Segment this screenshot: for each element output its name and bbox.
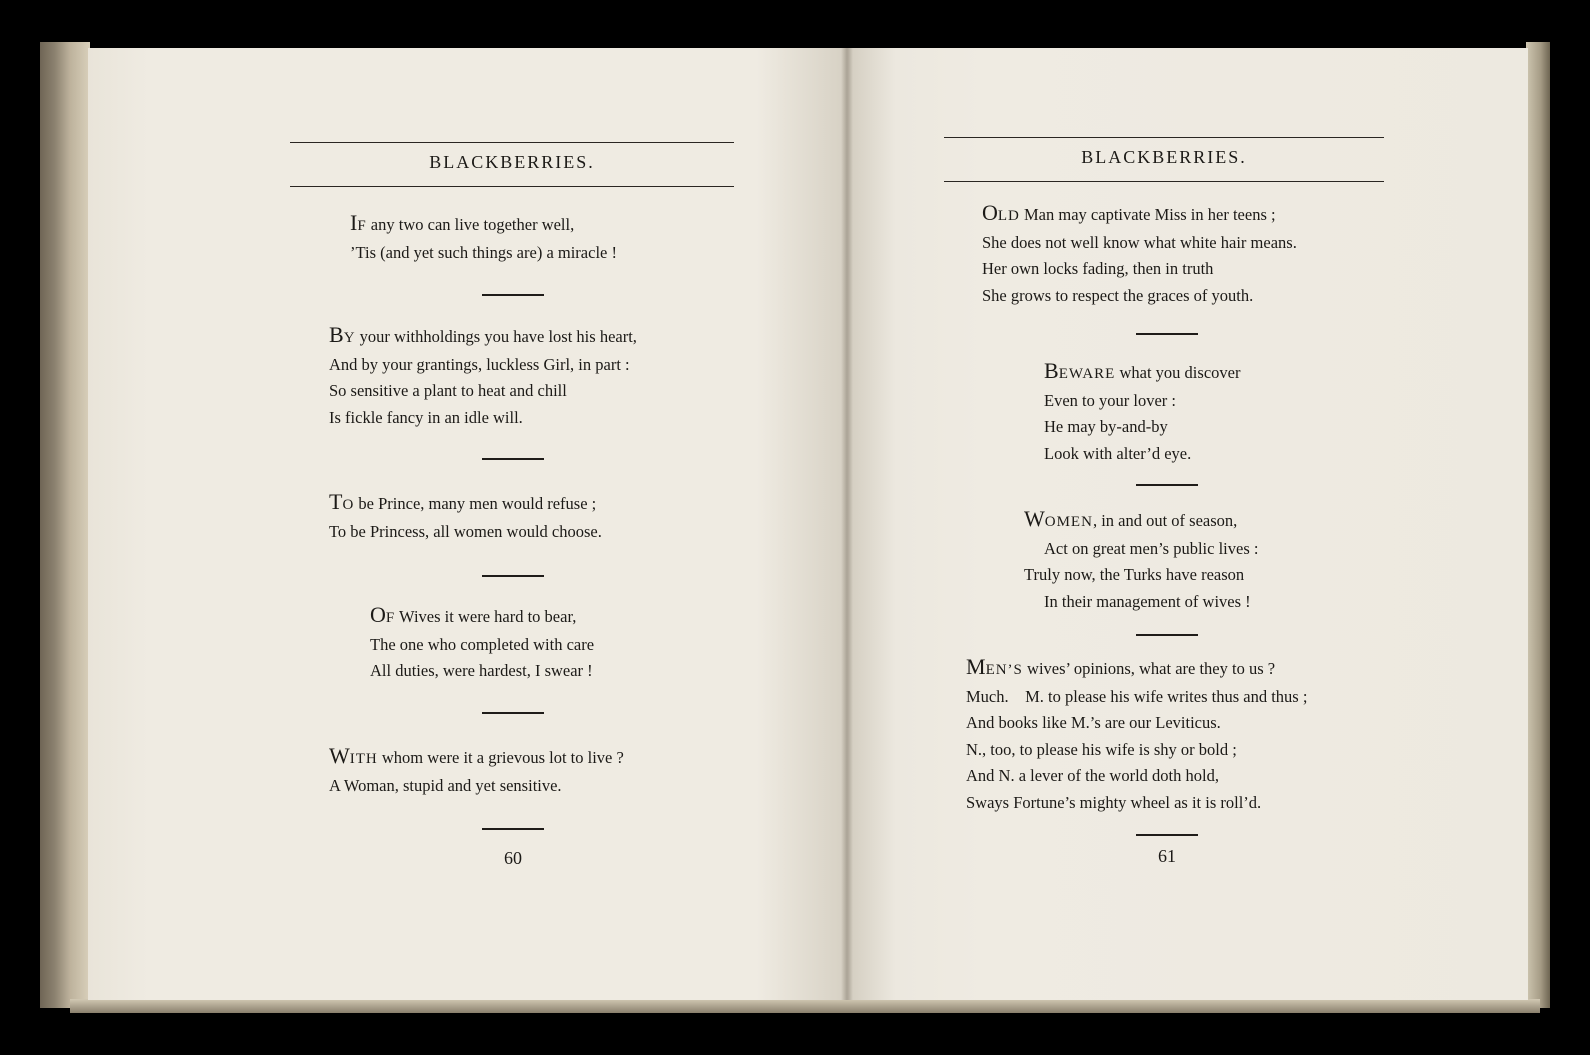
open-book	[40, 38, 1550, 1013]
verse-line: And N. a lever of the world doth hold,	[966, 766, 1219, 785]
section-divider	[482, 458, 544, 460]
section-divider	[1136, 333, 1198, 335]
verse-line: Truly now, the Turks have reason	[1024, 565, 1245, 584]
verse-line: All duties, were hardest, I swear !	[370, 661, 593, 680]
stanza	[1024, 506, 1258, 615]
verse-line: And books like M.’s are our Leviticus.	[966, 713, 1221, 732]
verse-line: OLD Man may captivate Miss in her teens ;	[982, 200, 1276, 225]
verse-line: Even to your lover :	[1044, 390, 1176, 410]
page-number: 60	[504, 848, 522, 868]
verse-line: WOMEN, in and out of season,	[1024, 506, 1238, 531]
page-edges-right	[1526, 42, 1550, 1008]
section-divider	[482, 575, 544, 577]
verse-line: BEWARE what you discover	[1044, 358, 1241, 383]
section-divider	[1136, 484, 1198, 486]
verse-line: Is fickle fancy in an idle will.	[329, 407, 523, 427]
header-rule-bottom	[944, 181, 1384, 182]
verse-line: In their management of wives !	[1044, 591, 1251, 611]
stanza	[350, 210, 617, 266]
verse-line: The one who completed with care	[370, 634, 595, 654]
verse-line: A Woman, stupid and yet sensitive.	[329, 775, 562, 795]
verse-line: And by your grantings, luckless Girl, in part :	[329, 354, 630, 374]
page-number: 61	[1158, 846, 1176, 866]
verse-line: Sways Fortune’s mighty wheel as it is roll’d.	[966, 792, 1262, 812]
verse-line: WITH whom were it a grievous lot to live ?	[329, 743, 624, 768]
verse-line: IF any two can live together well,	[350, 210, 575, 235]
left-page	[88, 48, 848, 1000]
header-rule-top	[944, 137, 1384, 138]
stanza	[329, 743, 624, 799]
page-edges-bottom	[70, 999, 1540, 1013]
stanza	[329, 322, 637, 431]
verse-line: Look with alter’d eye.	[1044, 443, 1192, 463]
right-page	[848, 48, 1528, 1000]
stanza	[1044, 358, 1240, 467]
section-divider	[482, 712, 544, 714]
stanza	[329, 489, 602, 545]
header-rule-bottom	[290, 186, 734, 187]
section-divider	[1136, 834, 1198, 836]
section-divider	[482, 828, 544, 830]
stanza	[370, 602, 594, 685]
verse-line: Her own locks fading, then in truth	[982, 259, 1214, 278]
verse-line: N., too, to please his wife is shy or bold ;	[966, 739, 1237, 759]
verse-line: MEN’S wives’ opinions, what are they to us ?	[966, 654, 1276, 679]
running-head: BLACKBERRIES.	[1081, 147, 1247, 167]
header-rule-top	[290, 142, 734, 143]
verse-line: BY your withholdings you have lost his heart,	[329, 322, 637, 347]
verse-line: So sensitive a plant to heat and chill	[329, 381, 567, 400]
verse-line: Much. M. to please his wife writes thus and thus ;	[966, 686, 1308, 706]
running-head: BLACKBERRIES.	[429, 152, 595, 172]
verse-line: TO be Prince, many men would refuse ;	[329, 489, 597, 514]
verse-line: To be Princess, all women would choose.	[329, 521, 602, 541]
verse-line: OF Wives it were hard to bear,	[370, 602, 577, 627]
page-edges-left	[40, 42, 90, 1008]
stanza	[966, 654, 1307, 816]
book-gutter	[841, 48, 853, 1000]
verse-line: He may by-and-by	[1044, 417, 1168, 436]
verse-line: She does not well know what white hair means.	[982, 232, 1297, 252]
verse-line: Act on great men’s public lives :	[1044, 538, 1259, 558]
section-divider	[1136, 634, 1198, 636]
stanza	[982, 200, 1297, 309]
section-divider	[482, 294, 544, 296]
verse-line: ’Tis (and yet such things are) a miracle !	[350, 242, 617, 262]
verse-line: She grows to respect the graces of youth.	[982, 285, 1254, 305]
